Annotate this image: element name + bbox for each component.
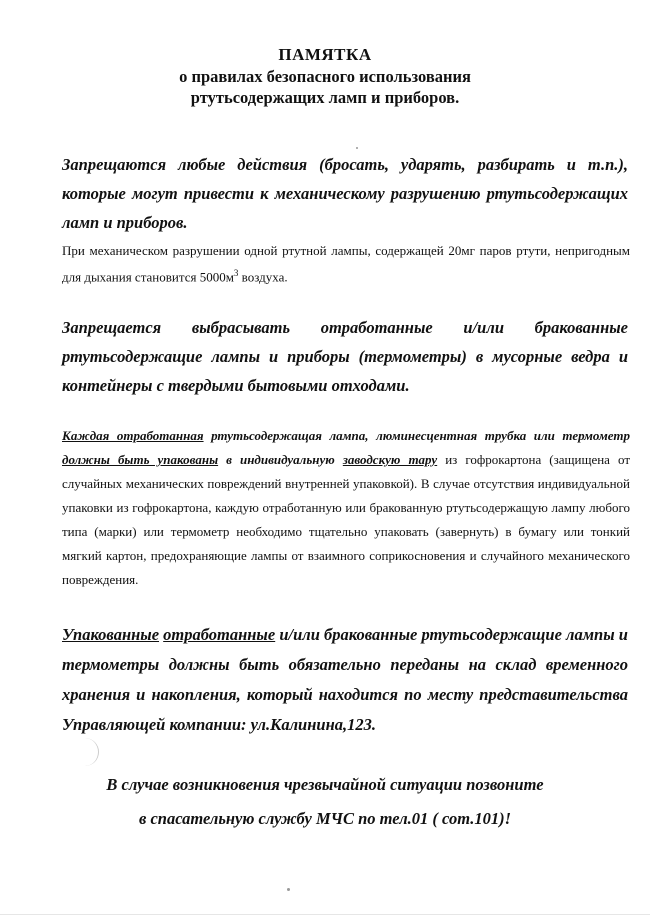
note-text-end: воздуха. [238, 269, 288, 285]
document-title: ПАМЯТКА [278, 45, 372, 64]
warning-damage: Запрещаются любые действия (бросать, ударять, разбирать и т.п.), которые могут привести к механическому разрушению ртутьсодержащих ламп и приборов. [62, 155, 628, 232]
handover-text: и/или бракованные ртутьсодержащие лампы и термометры должны быть обязательно переданы на склад временного хранения и накопления, который находится по месту представительства Управляющей компании: ул.Калинина,123. [62, 625, 628, 734]
packaging-text-2: в индивидуальную [218, 452, 343, 467]
document-subtitle-line1: о правилах безопасного использования [179, 67, 471, 86]
scan-dot [356, 147, 358, 149]
packaging-underlined-3: заводскую тару [342, 452, 438, 467]
document-subtitle-line2: ртутьсодержащих ламп и приборов. [190, 88, 460, 107]
scan-mark [80, 738, 99, 766]
packaging-text-3: из гофрокартона (защищена от случайных механических повреждений внутренней упаковкой). В случае отсутствия индивидуальной упаковки из гофрокартона, каждую отработанную или бракованную ртутьсодержащую лампу любого типа (марки) или термометр необходимо тщательно упаковать (завернуть) в бумагу или тонкий мягкий картон, предохраняющие лампы от взаимного соприкосновения и случайного механического повреждения. [62, 452, 630, 587]
scan-edge [0, 914, 650, 915]
emergency-line1: В случае возникновения чрезвычайной ситуации позвоните [106, 775, 544, 794]
handover-instructions [62, 620, 628, 740]
packaging-underlined-2: должны быть упакованы [62, 452, 219, 467]
title-block [0, 44, 650, 108]
packaging-text-1: ртутьсодержащая лампа, люминесцентная трубка или термометр [203, 428, 631, 443]
handover-underlined-1: Упакованные [62, 625, 160, 644]
emergency-line2: в спасательную службу МЧС по тел.01 ( сот.101)! [138, 809, 512, 828]
emergency-block [0, 768, 650, 836]
packaging-underlined-1: Каждая отработанная [62, 428, 204, 443]
note-text: При механическом разрушении одной ртутной лампы, содержащей 20мг паров ртути, непригодным для дыхания становится 5000м [62, 243, 630, 285]
note-superscript: 3 [233, 268, 239, 278]
scan-dot [287, 888, 290, 891]
note-mercury-vapor [62, 240, 630, 288]
handover-underlined-2: отработанные [163, 625, 276, 644]
packaging-instructions [62, 424, 630, 592]
warning-disposal: Запрещается выбрасывать отработанные и/или бракованные ртутьсодержащие лампы и приборы (термометры) в мусорные ведра и контейнеры с твердыми бытовыми отходами. [62, 318, 628, 395]
